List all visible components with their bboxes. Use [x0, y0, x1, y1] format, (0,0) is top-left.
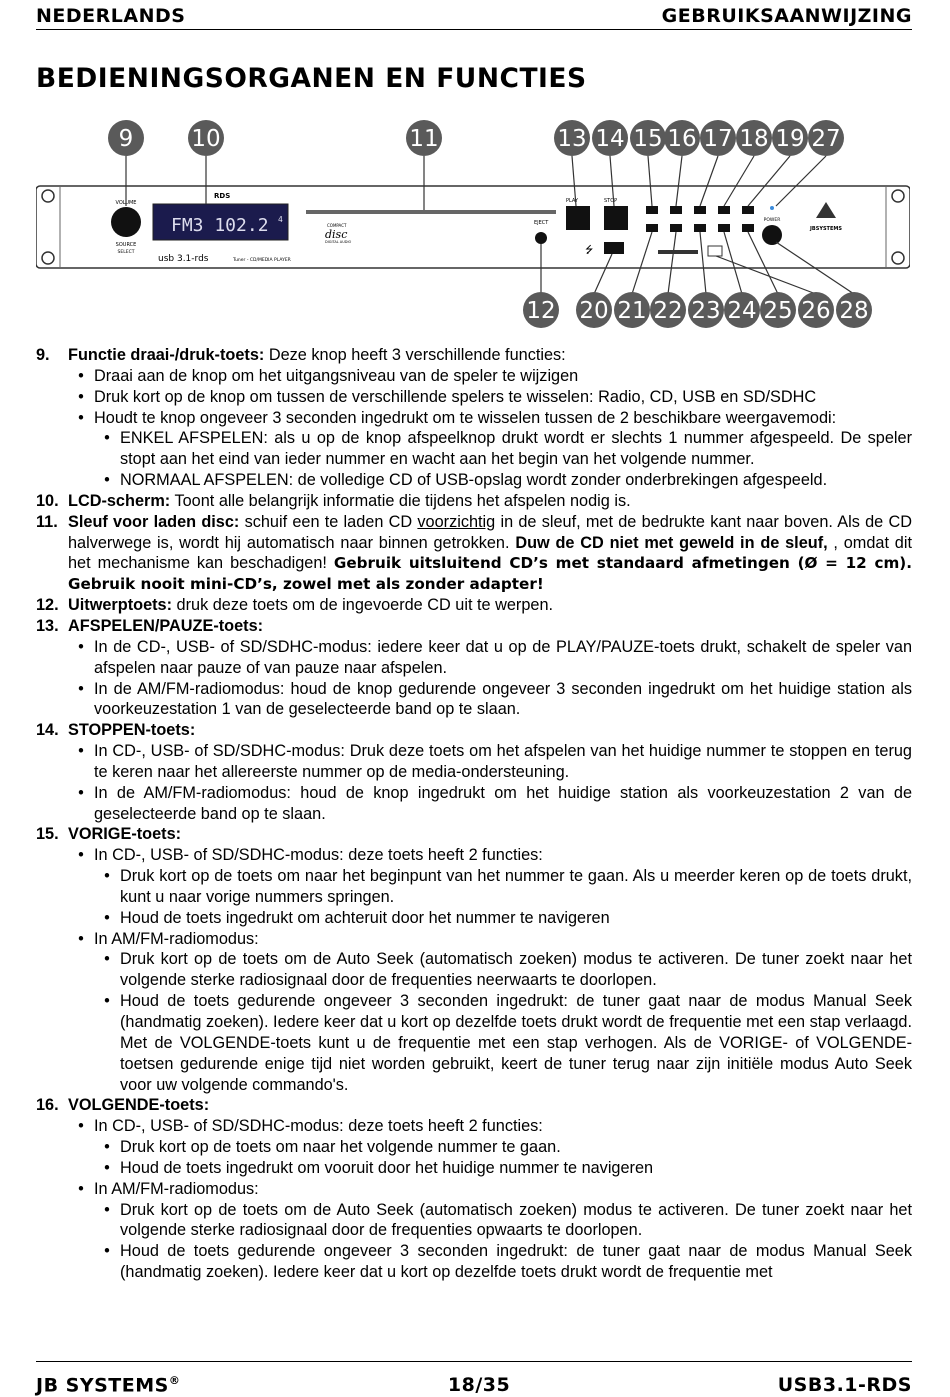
item-10: 10. LCD-scherm: Toont alle belangrijk informatie die tijdens het afspelen nodig is. — [36, 491, 631, 510]
list-item: • Houd de toets ingedrukt om achteruit door het nummer te navigeren — [94, 908, 912, 929]
list-item: • In de AM/FM-radiomodus: houd de knop ingedrukt om het huidige station als voorkeuzestation 2 van de geselecteerde band op te slaan. — [68, 783, 912, 825]
power-label: POWER — [763, 218, 781, 223]
callout-22 — [650, 292, 686, 328]
item-13: 13. AFSPELEN/PAUZE-toets: — [36, 616, 264, 635]
compact-label: COMPACT — [327, 223, 347, 228]
next-button[interactable] — [670, 206, 682, 214]
folder-up-button[interactable] — [670, 224, 682, 232]
list-item: • ENKEL AFSPELEN: als u op de knop afspeelknop drukt wordt er slechts 1 nummer afgespeeld. De speler stopt aan het eind van ieder nummer en wacht aan het begin van het volgende nummer. — [94, 428, 912, 470]
repeat-button[interactable] — [718, 224, 730, 232]
callout-24 — [724, 292, 760, 328]
band-button[interactable] — [718, 206, 730, 214]
svg-text:9: 9 — [118, 126, 134, 152]
footer-model: USB3.1-RDS — [777, 1374, 912, 1396]
callout-14 — [592, 120, 628, 156]
callout-26 — [798, 292, 834, 328]
list-item: • Druk kort op de toets om de Auto Seek (automatisch zoeken) modus te activeren. De tuner zoekt naar het volgende sterke radiosignaal door de frequenties opwaarts te doorlopen. — [94, 1200, 912, 1242]
eject-label: EJECT — [534, 220, 549, 226]
svg-text:11: 11 — [409, 126, 439, 152]
svg-text:25: 25 — [763, 298, 793, 324]
list-item: • Draai aan de knop om het uitgangsniveau van de speler te wijzigen — [68, 366, 912, 387]
header-doc-type: GEBRUIKSAANWIJZING — [661, 4, 912, 27]
power-led — [770, 206, 774, 210]
eject-button[interactable] — [535, 232, 547, 244]
svg-text:28: 28 — [839, 298, 869, 324]
list-item: • In AM/FM-radiomodus: — [68, 1179, 912, 1200]
svg-text:20: 20 — [579, 298, 609, 324]
svg-text:21: 21 — [617, 298, 647, 324]
disc-label: disc — [325, 228, 348, 241]
item-9: 9. Functie draai-/druk-toets: Deze knop heeft 3 verschillende functies: — [36, 346, 566, 364]
callout-10 — [188, 120, 224, 156]
list-item: • Druk kort op de toets om naar het beginpunt van het nummer te gaan. Als u meerder keren op de toets drukt, kunt u naar vorige nummers springen. — [94, 866, 912, 908]
mode-button[interactable] — [694, 206, 706, 214]
lcd-text: FM3 102.2 — [171, 215, 269, 236]
brand-label: JBSYSTEMS — [810, 226, 842, 232]
item-16: 16. VOLGENDE-toets: — [36, 1096, 210, 1115]
source-label: SOURCE — [115, 242, 137, 248]
item-12: 12. Uitwerptoets: druk deze toets om de ingevoerde CD uit te werpen. — [36, 596, 554, 615]
svg-text:18: 18 — [739, 126, 769, 152]
callout-11 — [406, 120, 442, 156]
page-header — [36, 2, 912, 30]
item-11: 11. Sleuf voor laden disc: schuif een te laden CD voorzichtig in de sleuf, met de bedrukte kant naar boven. Als de CD halverwege is, wordt hij automatisch naar binnen getrokken. Duw de CD niet met geweld in de sleuf, , omdat dit het mechanisme kan beschadigen! Gebruik uitsluitend CD’s met standaard afmetingen (Ø = 12 cm). Gebruik nooit mini-CD’s, zowel met als zonder adapter! — [36, 512, 912, 594]
list-item: • Druk kort op de toets om naar het volgende nummer te gaan. — [94, 1137, 912, 1158]
list-item: • Druk kort op de toets om de Auto Seek (automatisch zoeken) modus te activeren. De tuner zoekt naar het volgende sterke radiosignaal door de frequenties neerwaarts te doorlopen. — [94, 949, 912, 991]
callout-19 — [772, 120, 808, 156]
header-language: NEDERLANDS — [36, 4, 186, 27]
callouts-bottom — [523, 292, 872, 328]
callout-25 — [760, 292, 796, 328]
svg-text:12: 12 — [526, 298, 556, 324]
list-item: • Houd de toets gedurende ongeveer 3 seconden ingedrukt: de tuner gaat naar de modus Manual Seek (handmatig zoeken). Iedere keer dat u kort op dezelfde toets drukt wordt de frequentie met een stap verlaagd. Met de VOLGENDE-toets kunt u de frequentie met een stap verhogen. Als de VORIGE- of VOLGENDE-toetsen gedurende enige tijd niet worden gebruikt, keert de tuner terug naar zijn initiële modus Auto Seek voor uw volgende commando's. — [94, 991, 912, 1095]
power-button[interactable] — [762, 225, 782, 245]
callout-12 — [523, 292, 559, 328]
svg-text:24: 24 — [727, 298, 757, 324]
model-label: usb 3.1-rds — [158, 254, 209, 264]
item-15: 15. VORIGE-toets: — [36, 825, 182, 844]
callout-9 — [108, 120, 144, 156]
lcd-preset: 4 — [278, 215, 283, 224]
callout-20 — [576, 292, 612, 328]
front-panel-figure — [36, 118, 910, 330]
callout-28 — [836, 292, 872, 328]
item-14: 14. STOPPEN-toets: — [36, 721, 196, 740]
digital-label: DIGITAL AUDIO — [325, 240, 352, 244]
rds-logo: RDS — [214, 192, 231, 200]
svg-text:10: 10 — [191, 126, 221, 152]
sd-card-slot — [658, 250, 698, 254]
svg-text:26: 26 — [801, 298, 831, 324]
stop-label: STOP — [604, 198, 618, 204]
callout-21 — [614, 292, 650, 328]
page-number: 18/35 — [447, 1374, 511, 1396]
page-title: BEDIENINGSORGANEN EN FUNCTIES — [36, 63, 587, 94]
footer-brand: JB SYSTEMS® — [36, 1373, 181, 1396]
list-item: • Houdt te knop ongeveer 3 seconden ingedrukt om te wisselen tussen de 2 beschikbare weergavemodi: — [68, 408, 912, 429]
list-item: • Houd de toets ingedrukt om vooruit door het huidige nummer te navigeren — [94, 1158, 912, 1179]
list-item: • Druk kort op de knop om tussen de verschillende spelers te wisselen: Radio, CD, USB en SD/SDHC — [68, 387, 912, 408]
list-item: • In CD-, USB- of SD/SDHC-modus: deze toets heeft 2 functies: — [68, 1116, 912, 1137]
eq-button[interactable] — [742, 206, 754, 214]
callout-16 — [664, 120, 700, 156]
list-item: • In de CD-, USB- of SD/SDHC-modus: iedere keer dat u op de PLAY/PAUZE-toets drukt, schakelt de speler van afspelen naar pauze of van pauze naar afspelen. — [68, 637, 912, 679]
svg-text:14: 14 — [595, 126, 625, 152]
list-item: • In CD-, USB- of SD/SDHC-modus: Druk deze toets om het afspelen van het huidige nummer te stoppen en terug te keren naar het allereerste nummer op de media-ondersteuning. — [68, 741, 912, 783]
page-footer — [36, 1361, 912, 1396]
list-item: • In de AM/FM-radiomodus: houd de knop gedurende ongeveer 3 seconden ingedrukt om het huidige station als voorkeuzestation 1 van de geselecteerde band op te slaan. — [68, 679, 912, 721]
shuffle-button[interactable] — [694, 224, 706, 232]
list-item: • NORMAAL AFSPELEN: de volledige CD of USB-opslag wordt zonder onderbrekingen afgespeeld. — [94, 470, 912, 491]
prev-button[interactable] — [646, 206, 658, 214]
functions-list — [36, 345, 912, 1283]
folder-down-button[interactable] — [646, 224, 658, 232]
list-item: • In CD-, USB- of SD/SDHC-modus: deze toets heeft 2 functies: — [68, 845, 912, 866]
svg-text:15: 15 — [633, 126, 663, 152]
volume-label: VOLUME — [115, 200, 137, 206]
play-label: PLAY — [566, 198, 579, 204]
stop-button[interactable] — [604, 206, 628, 230]
subtitle-label: Tuner - CD/MEDIA PLAYER — [233, 258, 291, 263]
select-label: SELECT — [117, 250, 135, 255]
svg-text:16: 16 — [667, 126, 697, 152]
callout-13 — [554, 120, 590, 156]
callouts-top — [108, 120, 844, 156]
callout-27 — [808, 120, 844, 156]
usb-icon: ⭍ — [585, 245, 594, 256]
volume-knob[interactable] — [111, 207, 141, 237]
svg-text:17: 17 — [703, 126, 733, 152]
callout-15 — [630, 120, 666, 156]
play-pause-button[interactable] — [566, 206, 590, 230]
callout-18 — [736, 120, 772, 156]
svg-text:19: 19 — [775, 126, 805, 152]
list-item: • Houd de toets gedurende ongeveer 3 seconden ingedrukt: de tuner gaat naar de modus Manual Seek (handmatig zoeken). Iedere keer dat u kort op dezelfde toets drukt wordt de frequentie met — [94, 1241, 912, 1283]
svg-text:27: 27 — [811, 126, 841, 152]
callout-17 — [700, 120, 736, 156]
svg-text:22: 22 — [653, 298, 683, 324]
usb-port — [604, 242, 624, 254]
svg-text:13: 13 — [557, 126, 587, 152]
svg-text:23: 23 — [691, 298, 721, 324]
callout-23 — [688, 292, 724, 328]
mute-button[interactable] — [742, 224, 754, 232]
list-item: • In AM/FM-radiomodus: — [68, 929, 912, 950]
